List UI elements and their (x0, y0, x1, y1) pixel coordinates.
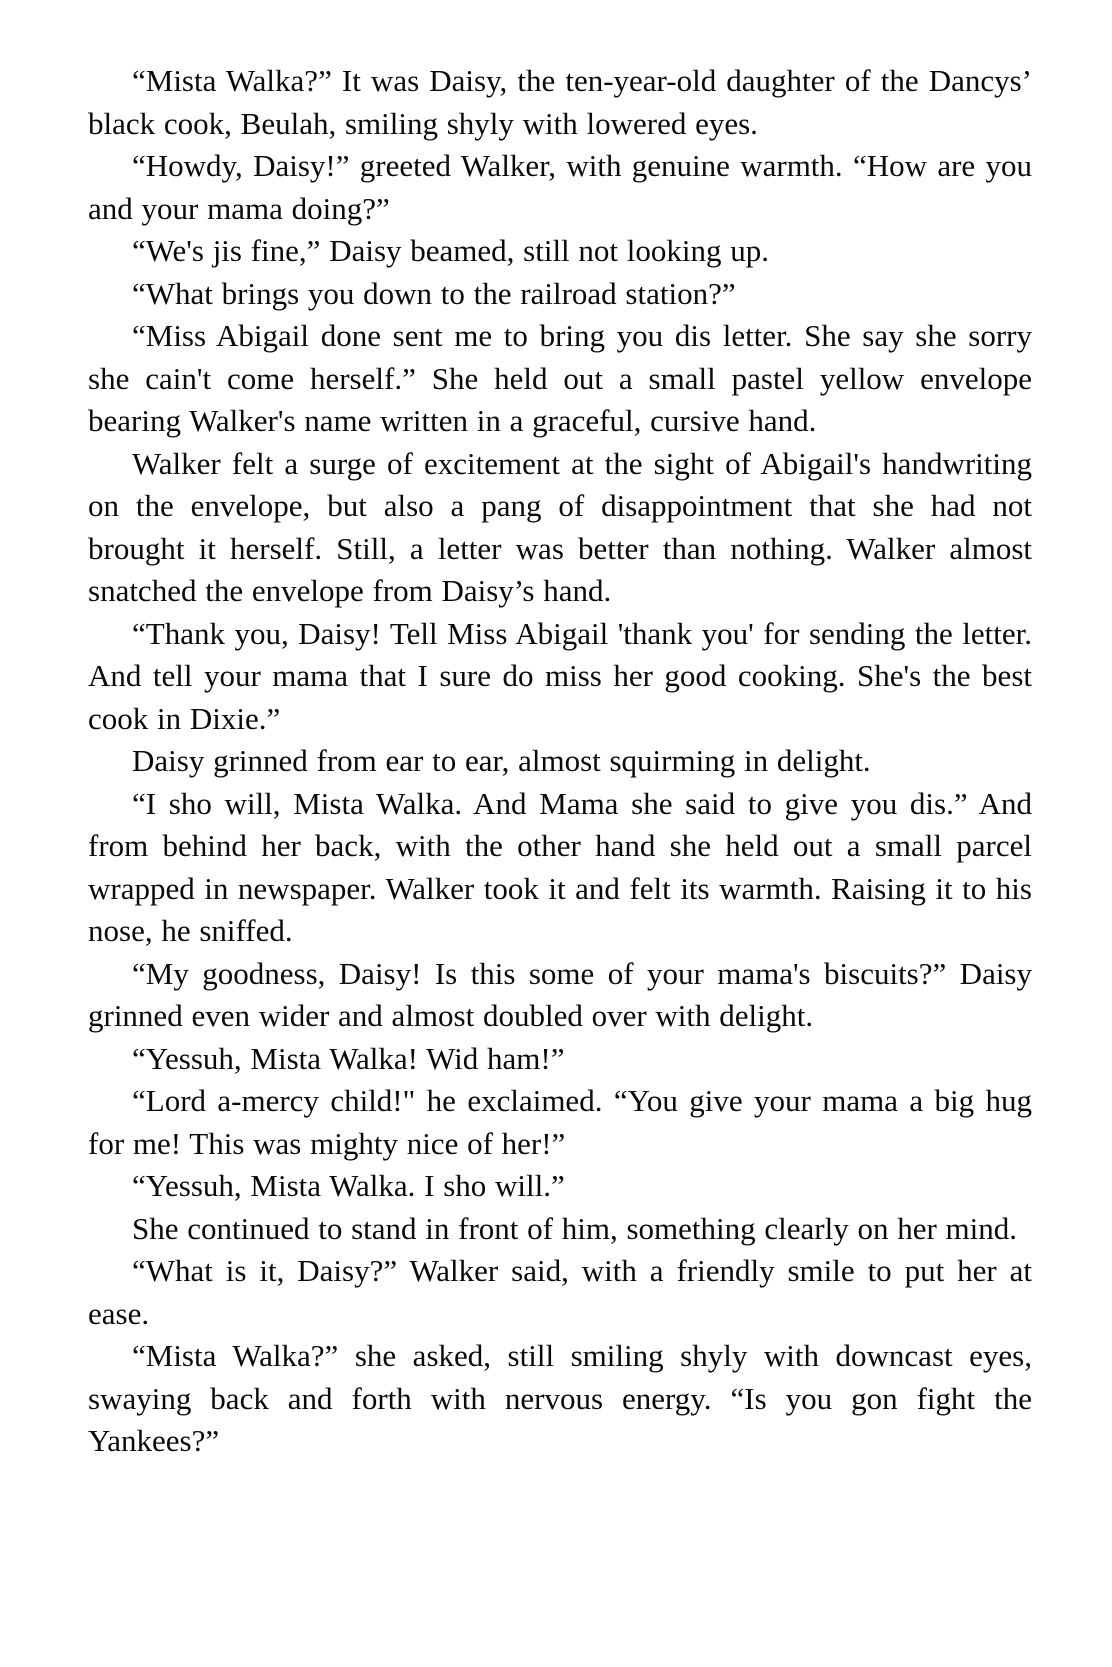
paragraph: Daisy grinned from ear to ear, almost squirming in delight. (132, 743, 871, 778)
paragraph: Walker felt a surge of excitement at the sight of Abigail's handwriting on the envelope, but also a pang of disappointment that she had not brought it herself. Still, a letter was better than nothing. Walker almost snatched the envelope from Daisy’s hand. (88, 445, 1032, 608)
paragraph: “Lord a-mercy child!" he exclaimed. “You give your mama a big hug for me! This was mighty nice of her!” (88, 1083, 1032, 1161)
paragraph: “My goodness, Daisy! Is this some of your mama's biscuits?” Daisy grinned even wider and almost doubled over with delight. (88, 955, 1032, 1033)
paragraph: “Yessuh, Mista Walka! Wid ham!” (132, 1040, 565, 1076)
paragraph: “Thank you, Daisy! Tell Miss Abigail 'thank you' for sending the letter. And tell your mama that I sure do miss her good cooking. She's the best cook in Dixie.” (88, 615, 1032, 736)
paragraph: “Mista Walka?” she asked, still smiling shyly with downcast eyes, swaying back and forth with nervous energy. “Is you gon fight the Yankees?” (88, 1338, 1032, 1458)
paragraph: “Howdy, Daisy!” greeted Walker, with genuine warmth. “How are you and your mama doing?” (88, 148, 1032, 226)
paragraph: “What brings you down to the railroad station?” (132, 275, 736, 311)
paragraph: “What is it, Daisy?” Walker said, with a friendly smile to put her at ease. (88, 1253, 1032, 1331)
paragraph: “I sho will, Mista Walka. And Mama she said to give you dis.” And from behind her back, with the other hand she held out a small parcel wrapped in newspaper. Walker took it and felt its warmth. Raising it to his nose, he sniffed. (88, 785, 1032, 948)
paragraph: “Yessuh, Mista Walka. I sho will.” (132, 1168, 565, 1203)
paragraph: “Mista Walka?” It was Daisy, the ten-year-old daughter of the Dancys’ black cook, Beulah, smiling shyly with lowered eyes. (88, 63, 1032, 141)
paragraph: She continued to stand in front of him, something clearly on her mind. (132, 1210, 1018, 1246)
paragraph: “Miss Abigail done sent me to bring you dis letter. She say she sorry she cain't come herself.” She held out a small pastel yellow envelope bearing Walker's name written in a graceful, cursive hand. (88, 318, 1032, 438)
paragraph: “We's jis fine,” Daisy beamed, still not looking up. (132, 233, 770, 268)
